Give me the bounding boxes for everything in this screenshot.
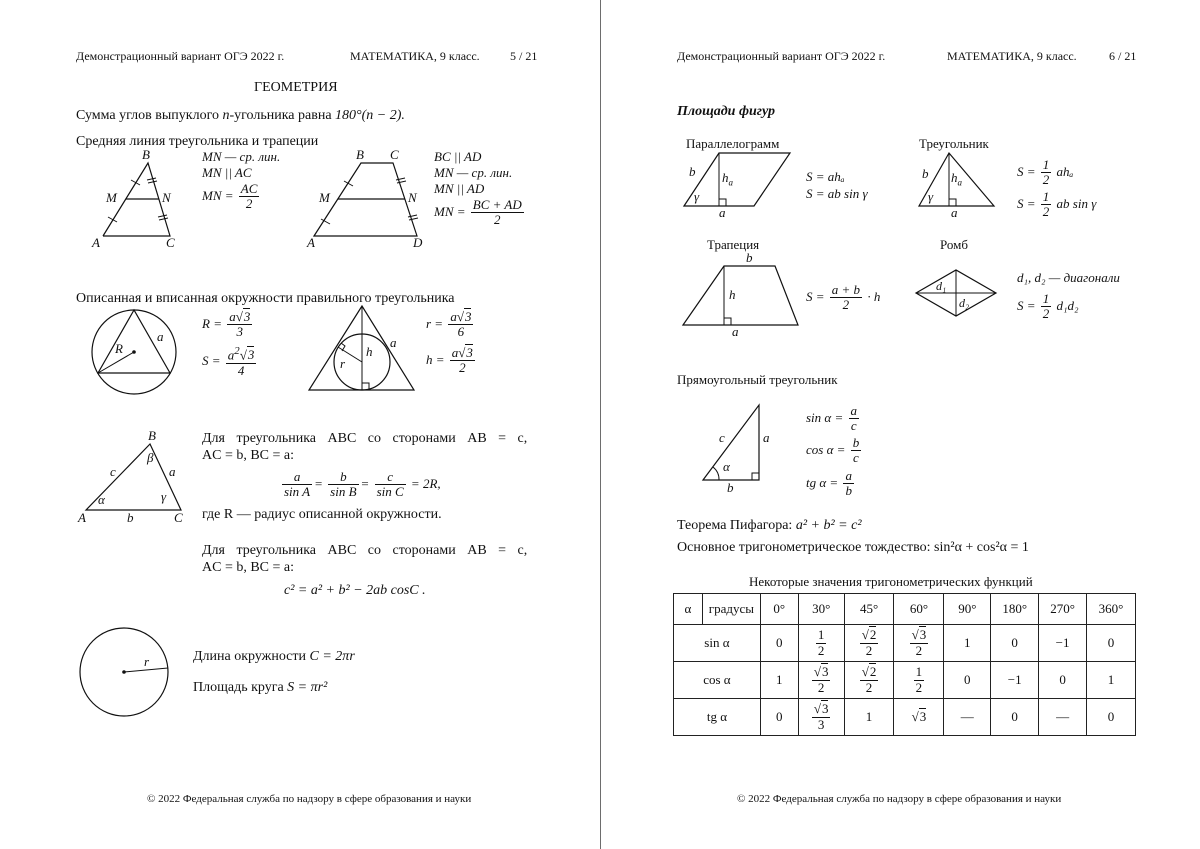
gt-label-b: b: [127, 510, 134, 525]
rt-label-a: a: [763, 430, 770, 445]
cos-den: c: [853, 450, 859, 466]
ta1-num: 1: [1042, 157, 1050, 172]
ta1-den: 2: [1042, 172, 1050, 188]
value-cell: $\frac{1}{2}$: [798, 625, 844, 662]
polygon-sum-var: n: [222, 108, 230, 123]
value-cell: 0: [760, 625, 798, 662]
gt-label-B: B: [148, 428, 156, 443]
trap-formula-1: BC || AD: [434, 149, 482, 164]
angle-cell: 45°: [844, 594, 894, 625]
r-num-rad: 3: [464, 309, 472, 324]
trap-formula-2: MN — ср. лин.: [434, 165, 513, 180]
trap-f4-den: 2: [494, 212, 501, 228]
ta2-lhs: S =: [1017, 195, 1036, 211]
rt-label-alpha: α: [723, 459, 730, 474]
value-cell: $\frac{√3}{2}$: [798, 662, 844, 699]
row-label: sin α: [674, 625, 761, 662]
sin-den: c: [850, 418, 857, 434]
circle-area-text: Площадь круга: [193, 680, 284, 695]
rh-f2-num: 1: [1042, 291, 1050, 306]
sl-tail: = 2R,: [410, 475, 441, 491]
polygon-sum-text2: -угольника равна: [229, 108, 332, 123]
row-label: cos α: [674, 662, 761, 699]
value-cell: 0: [1039, 662, 1087, 699]
circles-title: Описанная и вписанная окружности правильного треугольника: [76, 291, 455, 306]
S-den: 4: [237, 362, 245, 378]
par-formula-2: S = ab sin γ: [806, 186, 868, 201]
gt-label-alpha: α: [98, 492, 105, 507]
pythagoras-text: Теорема Пифагора:: [677, 518, 793, 533]
tri-label-B: B: [142, 147, 150, 162]
trapezoid-label: Трапеция: [707, 237, 760, 252]
header-subject: МАТЕМАТИКА, 9 класс.: [947, 49, 1077, 63]
R-num-a: a: [229, 309, 236, 324]
tri-label-h-sub: a: [957, 177, 962, 188]
value-cell: 1: [760, 662, 798, 699]
value-cell: —: [944, 699, 991, 736]
cosine-law-intro-2: AC = b, BC = a:: [202, 560, 295, 575]
S-num-a: a: [227, 347, 235, 363]
tri-formula-1: MN — ср. лин.: [202, 149, 281, 164]
trap-f-den: 2: [842, 297, 850, 313]
gt-label-a: a: [169, 464, 176, 479]
trig-identity: [677, 540, 1029, 556]
circle-label-r: r: [144, 654, 150, 669]
trig-row-tg: [674, 699, 1136, 736]
right-triangle-title: Прямоугольный треугольник: [677, 372, 838, 387]
circle-length-text: Длина окружности: [193, 649, 307, 664]
header-page-number: 5 / 21: [510, 49, 538, 63]
triangle-label: Треугольник: [919, 136, 989, 151]
R-num-rad: 3: [243, 309, 251, 324]
formula-h: h = $\frac{a√3}{2}$: [426, 345, 473, 376]
row-label: tg α: [674, 699, 761, 736]
sl-d3: sin C: [376, 484, 404, 500]
R-den: 3: [236, 324, 244, 340]
sine-law-formula: $\frac{a}{\text{sin A}}$ = $\frac{b}{\text{sin B}}$ = $\frac{c}{\text{sin C}}$ = 2R,: [284, 469, 441, 500]
tg-num: a: [845, 468, 852, 483]
value-cell: $\frac{√3}{3}$: [798, 699, 844, 736]
angle-cell: 30°: [798, 594, 844, 625]
rhombus-formula-1: d₁, d₂ — диагонали: [1017, 270, 1120, 285]
angle-cell: 360°: [1087, 594, 1136, 625]
trap-f4-num: BC + AD: [472, 197, 522, 212]
ta2-den: 2: [1042, 204, 1050, 220]
footer: © 2022 Федеральная служба по надзору в сфере образования и науки: [737, 793, 1062, 805]
S-num-exp: 2: [234, 345, 240, 357]
formula-R: R = $\frac{a√3}{3}$: [202, 309, 251, 340]
trap-label-M: M: [319, 190, 330, 205]
areas-title: Площади фигур: [677, 104, 775, 119]
tri-label-h-main: h: [951, 170, 958, 185]
right-page: [601, 0, 1200, 849]
tri-f3-num: AC: [240, 181, 258, 196]
rh-f2-den: 2: [1042, 306, 1050, 322]
value-cell: —: [1039, 699, 1087, 736]
value-cell: 1: [844, 699, 894, 736]
parallelogram-label: Параллелограмм: [686, 136, 780, 151]
sl-d2: sin B: [330, 484, 357, 500]
formula-r: r = $\frac{a√3}{6}$: [426, 309, 472, 340]
gt-label-A: A: [78, 510, 86, 525]
r-den: 6: [457, 324, 465, 340]
header-title: Демонстрационный вариант ОГЭ 2022 г.: [76, 49, 285, 63]
angle-cell: 90°: [944, 594, 991, 625]
circle-length-formula: C = 2πr: [309, 649, 355, 664]
trap-label-N: N: [408, 190, 417, 205]
trig-table-header-row: [674, 594, 1136, 625]
ta1-tail: ahₐ: [1056, 163, 1074, 179]
rh-f2-lhs: S =: [1017, 297, 1036, 313]
par-label-b: b: [689, 164, 696, 179]
ta1-lhs: S =: [1017, 163, 1036, 179]
angle-cell: 270°: [1039, 594, 1087, 625]
head-alpha: α: [674, 594, 703, 625]
circle-area-formula: S = πr²: [287, 680, 328, 695]
sin-lhs: sin α =: [806, 409, 844, 425]
sin-num: a: [850, 403, 858, 418]
angle-cell: 60°: [894, 594, 944, 625]
tri-f3-den: 2: [245, 196, 253, 212]
section-title: ГЕОМЕТРИЯ: [254, 80, 338, 95]
sl-n1: a: [282, 470, 312, 485]
circle-length: [193, 649, 355, 665]
par-label-gamma: γ: [694, 189, 700, 204]
r-num-a: a: [450, 309, 457, 324]
pythagoras-formula: a² + b² = c²: [795, 518, 862, 533]
rhombus-label-d1: d₁: [936, 279, 947, 293]
sl-d1: sin A: [284, 484, 311, 500]
value-cell: −1: [1039, 625, 1087, 662]
gt-label-beta: β: [147, 450, 154, 465]
cos-lhs: cos α =: [806, 441, 846, 457]
value-cell: −1: [991, 662, 1039, 699]
tg-lhs: tg α =: [806, 474, 839, 490]
cos-formula: [806, 436, 863, 466]
trap-f-num: a + b: [831, 282, 861, 297]
value-cell: $\frac{√3}{2}$: [894, 625, 944, 662]
S-num-rad: 3: [247, 347, 255, 363]
h-num-a: a: [451, 345, 459, 360]
h-den: 2: [459, 360, 466, 376]
ta2-tail: ab sin γ: [1056, 195, 1097, 211]
r-lhs: r =: [426, 315, 444, 331]
trap-label-a: a: [732, 324, 739, 339]
value-cell: 0: [991, 625, 1039, 662]
par-formula-1: S = ahₐ: [806, 169, 845, 184]
gt-label-C: C: [174, 510, 183, 525]
midline-title: Средняя линия треугольника и трапеции: [76, 134, 319, 149]
par-label-a: a: [719, 205, 726, 220]
tg-den: b: [845, 483, 852, 499]
trap-label-A: A: [307, 235, 315, 250]
trap-label-C: C: [390, 147, 399, 162]
sine-law-note: где R — радиус описанной окружности.: [202, 507, 442, 522]
rt-label-c: c: [719, 430, 725, 445]
value-cell: 1: [944, 625, 991, 662]
value-cell: 0: [1087, 699, 1136, 736]
tri-label-C: C: [166, 235, 175, 250]
trap-label-D: D: [413, 235, 423, 250]
c2-label-h: h: [366, 344, 373, 359]
trap-f-lhs: S =: [806, 288, 825, 304]
head-degrees: градусы: [702, 594, 760, 625]
formula-S-equilateral: S = $\frac{a^2√3}{4}$: [202, 345, 255, 378]
S-lhs: S =: [202, 352, 221, 368]
rhombus-label: Ромб: [940, 237, 968, 252]
pythagoras: [677, 518, 862, 534]
trig-table-title: Некоторые значения тригонометрических функций: [749, 574, 1033, 589]
header-page-number: 6 / 21: [1109, 49, 1137, 63]
header-title: Демонстрационный вариант ОГЭ 2022 г.: [677, 49, 886, 63]
cosine-law-formula: c² = a² + b² − 2ab cosC .: [284, 583, 426, 598]
trig-row-cos: [674, 662, 1136, 699]
value-cell: √3: [894, 699, 944, 736]
angle-cell: 180°: [991, 594, 1039, 625]
gt-label-gamma: γ: [161, 489, 167, 504]
sine-law-intro-2: AC = b, BC = a:: [202, 448, 295, 463]
rhombus-label-d2: d₂: [959, 296, 970, 310]
ta2-num: 1: [1042, 189, 1050, 204]
trap-label-b: b: [746, 250, 753, 265]
rh-f2-tail: d₁d₂: [1056, 297, 1079, 313]
value-cell: $\frac{1}{2}$: [894, 662, 944, 699]
tri-label-a: a: [951, 205, 958, 220]
header-subject: МАТЕМАТИКА, 9 класс.: [350, 49, 480, 63]
R-lhs: R =: [202, 315, 222, 331]
polygon-sum-text: Сумма углов выпуклого: [76, 108, 219, 123]
trap-label-h: h: [729, 287, 736, 302]
sl-n3: c: [375, 470, 406, 485]
value-cell: 0: [944, 662, 991, 699]
tri-label-A: A: [92, 235, 100, 250]
circle-area: [193, 680, 327, 696]
h-num-rad: 3: [466, 345, 473, 360]
tri-label-gamma: γ: [928, 189, 934, 204]
value-cell: $\frac{√2}{2}$: [844, 625, 894, 662]
h-lhs: h =: [426, 351, 445, 367]
sin-formula: [806, 404, 861, 434]
identity-formula: sin²α + cos²α = 1: [934, 540, 1029, 555]
cos-num: b: [852, 435, 860, 450]
trig-table: [673, 593, 1136, 736]
value-cell: 0: [991, 699, 1039, 736]
rt-label-b: b: [727, 480, 734, 495]
sl-n2: b: [328, 470, 358, 485]
trap-f4-lhs: MN =: [434, 203, 466, 219]
polygon-sum-formula: 180°(n − 2).: [335, 108, 405, 123]
c2-label-r: r: [340, 356, 346, 371]
sine-law-intro-1: Для треугольника ABC со сторонами AB = c,: [202, 431, 528, 446]
c1-label-a: a: [157, 329, 164, 344]
gt-label-c: c: [110, 464, 116, 479]
tri-label-N: N: [162, 190, 171, 205]
value-cell: 0: [760, 699, 798, 736]
tg-formula: [806, 469, 856, 499]
identity-text: Основное тригонометрическое тождество:: [677, 540, 931, 555]
tri-label-M: M: [106, 190, 117, 205]
angle-cell: 0°: [760, 594, 798, 625]
value-cell: $\frac{√2}{2}$: [844, 662, 894, 699]
c2-label-a: a: [390, 335, 397, 350]
trap-label-B: B: [356, 147, 364, 162]
trap-formula-3: MN || AD: [434, 181, 485, 196]
tri-f3-lhs: MN =: [202, 187, 234, 203]
c1-label-R: R: [115, 341, 123, 356]
tri-formula-2: MN || AC: [202, 165, 252, 180]
tri-label-b: b: [922, 166, 929, 181]
trig-row-sin: [674, 625, 1136, 662]
footer: © 2022 Федеральная служба по надзору в сфере образования и науки: [147, 793, 472, 805]
value-cell: 0: [1087, 625, 1136, 662]
cosine-law-intro-1: Для треугольника ABC со сторонами AB = c,: [202, 543, 528, 558]
value-cell: 1: [1087, 662, 1136, 699]
par-label-h-main: h: [722, 170, 729, 185]
par-label-h-sub: a: [728, 177, 733, 188]
trap-f-tail: · h: [867, 288, 881, 304]
